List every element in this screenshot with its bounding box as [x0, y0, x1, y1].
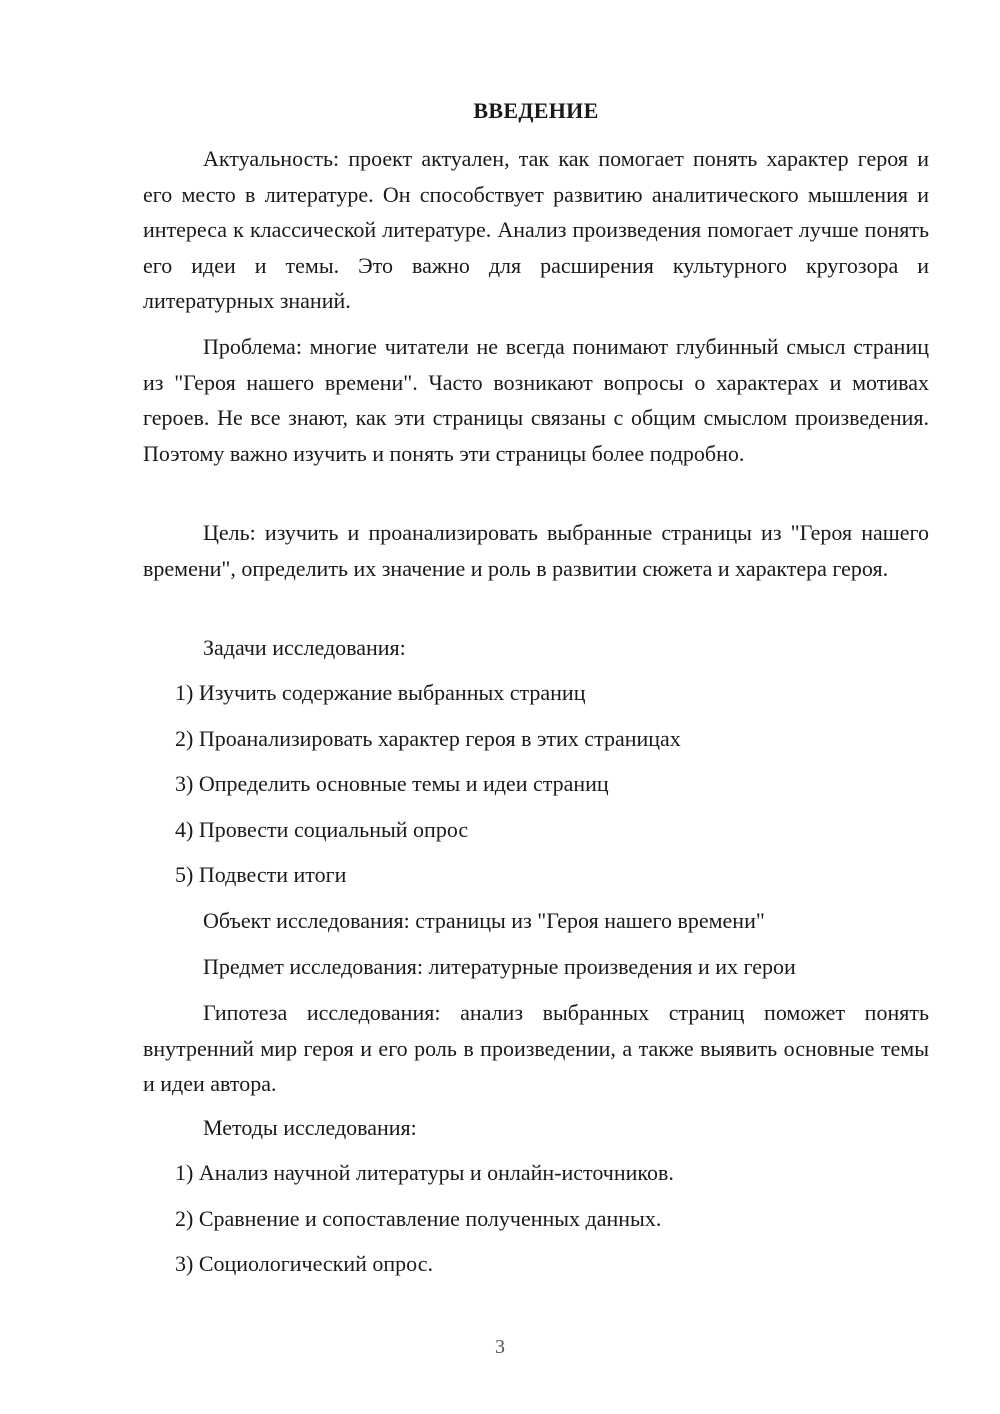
subject-line: Предмет исследования: литературные произведения и их герои [203, 954, 796, 979]
relevance-paragraph: Актуальность: проект актуален, так как помогает понять характер героя и его место в литературе. Он способствует развитию аналитического мышления и интереса к классической литературе. Анализ произведения помогает лучше понять его идеи и темы. Это важно для расширения культурного кругозора и литературных знаний. [143, 146, 929, 313]
problem-paragraph: Проблема: многие читатели не всегда понимают глубинный смысл страниц из "Героя нашего времени". Часто возникают вопросы о характерах и мотивах героев. Не все знают, как эти страницы связаны с общим смыслом произведения. Поэтому важно изучить и понять эти страницы более подробно. [143, 334, 929, 466]
list-item: 1) Анализ научной литературы и онлайн-источников. [175, 1160, 674, 1185]
goal-paragraph: Цель: изучить и проанализировать выбранные страницы из "Героя нашего времени", определить их значение и роль в развитии сюжета и характера героя. [143, 520, 929, 581]
list-item: 4) Провести социальный опрос [175, 817, 469, 842]
methods-title: Методы исследования: [203, 1115, 417, 1140]
list-item: 2) Проанализировать характер героя в этих страницах [175, 726, 681, 751]
list-item: 3) Социологический опрос. [175, 1251, 433, 1276]
list-item: 2) Сравнение и сопоставление полученных данных. [175, 1206, 662, 1231]
section-heading: ВВЕДЕНИЕ [473, 98, 599, 123]
page-number: 3 [495, 1336, 505, 1358]
tasks-title: Задачи исследования: [203, 635, 406, 660]
hypothesis-paragraph: Гипотеза исследования: анализ выбранных страниц поможет понять внутренний мир героя и его роль в произведении, а также выявить основные темы и идеи автора. [143, 1000, 929, 1096]
list-item: 1) Изучить содержание выбранных страниц [175, 680, 586, 705]
list-item: 3) Определить основные темы и идеи страниц [175, 771, 609, 796]
object-line: Объект исследования: страницы из "Героя нашего времени" [203, 908, 765, 933]
list-item: 5) Подвести итоги [175, 862, 347, 887]
